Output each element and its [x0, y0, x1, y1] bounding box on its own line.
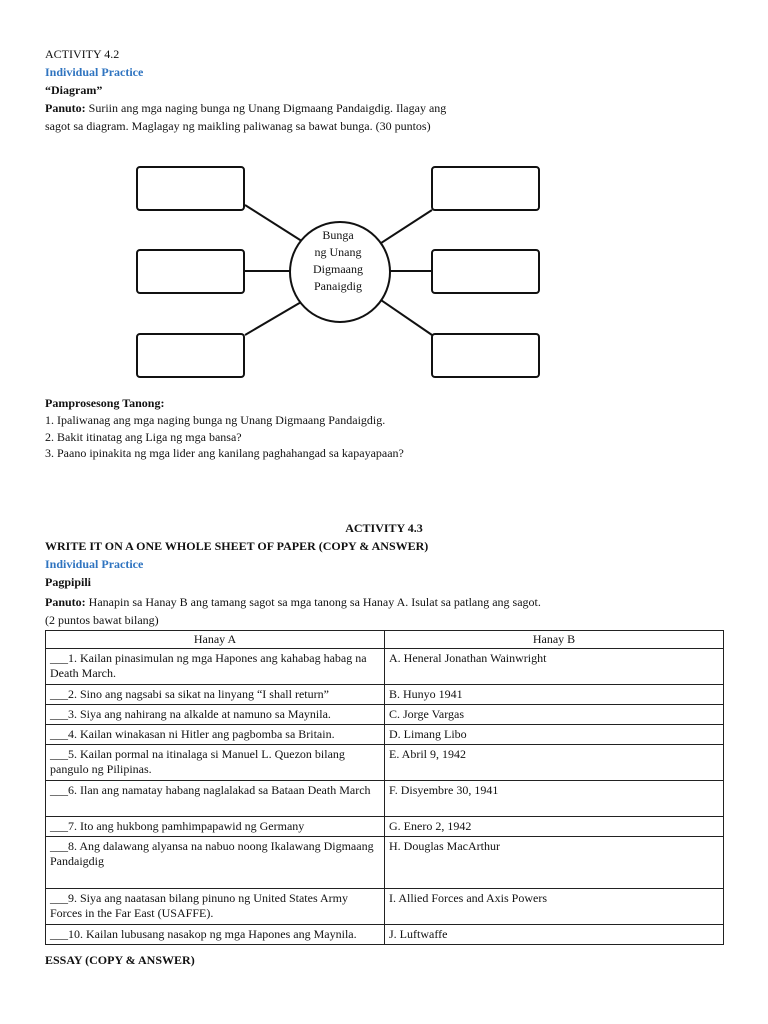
- activity-43-instruction: WRITE IT ON A ONE WHOLE SHEET OF PAPER (COPY & ANSWER): [45, 539, 429, 553]
- panuto-43-line: [45, 594, 541, 610]
- hanay-b-cell: I. Allied Forces and Axis Powers: [385, 889, 724, 925]
- hanay-a-cell: ___9. Siya ang naatasan bilang pinuno ng United States Army Forces in the Far East (USAFFE).: [46, 889, 385, 925]
- panuto-label: Panuto:: [45, 101, 86, 115]
- hanay-a-cell: ___8. Ang dalawang alyansa na nabuo noong Ikalawang Digmaang Pandaigdig: [46, 837, 385, 889]
- matching-table: [45, 630, 724, 945]
- header-hanay-b: Hanay B: [385, 631, 724, 649]
- table-row: [46, 837, 724, 889]
- table-row: [46, 889, 724, 925]
- connector-bottom-right: [378, 298, 432, 335]
- hanay-a-cell: ___10. Kailan lubusang nasakop ng mga Hapones ang Maynila.: [46, 925, 385, 945]
- hanay-b-cell: D. Limang Libo: [385, 725, 724, 745]
- answer-box-mid-right: [432, 250, 539, 293]
- table-row: [46, 685, 724, 705]
- diagram-heading: “Diagram”: [45, 83, 103, 97]
- panuto-line-2: sagot sa diagram. Maglagay ng maikling paliwanag sa bawat bunga. (30 puntos): [45, 119, 431, 133]
- center-text-line-1: Bunga: [322, 228, 354, 242]
- hanay-a-cell: ___1. Kailan pinasimulan ng mga Hapones ang kahabag habag na Death March.: [46, 649, 385, 685]
- connector-top-right: [378, 210, 432, 245]
- questions-heading: Pamprosesong Tanong:: [45, 396, 165, 410]
- hanay-b-cell: E. Abril 9, 1942: [385, 745, 724, 781]
- bunga-diagram: [120, 150, 550, 390]
- points-note: (2 puntos bawat bilang): [45, 613, 159, 627]
- pagpipili-heading: Pagpipili: [45, 575, 92, 589]
- activity-43-subtitle: Individual Practice: [45, 557, 144, 571]
- hanay-b-cell: H. Douglas MacArthur: [385, 837, 724, 889]
- hanay-a-cell: ___5. Kailan pormal na itinalaga si Manuel L. Quezon bilang pangulo ng Pilipinas.: [46, 745, 385, 781]
- hanay-a-cell: ___2. Sino ang nagsabi sa sikat na linyang “I shall return”: [46, 685, 385, 705]
- hanay-b-cell: C. Jorge Vargas: [385, 705, 724, 725]
- hanay-b-cell: A. Heneral Jonathan Wainwright: [385, 649, 724, 685]
- table-row: [46, 705, 724, 725]
- table-row: [46, 925, 724, 945]
- center-text-line-3: Digmaang: [313, 262, 363, 276]
- table-row: [46, 781, 724, 817]
- hanay-b-cell: F. Disyembre 30, 1941: [385, 781, 724, 817]
- hanay-b-cell: G. Enero 2, 1942: [385, 817, 724, 837]
- center-text-line-2: ng Unang: [314, 245, 362, 259]
- table-row: [46, 745, 724, 781]
- answer-box-top-left: [137, 167, 244, 210]
- table-row: [46, 817, 724, 837]
- answer-box-top-right: [432, 167, 539, 210]
- panuto-text-1: Suriin ang mga naging bunga ng Unang Digmaang Pandaigdig. Ilagay ang: [85, 101, 447, 115]
- connector-top-left: [245, 205, 308, 245]
- hanay-a-cell: ___3. Siya ang nahirang na alkalde at namuno sa Maynila.: [46, 705, 385, 725]
- panuto-line-1: [45, 100, 446, 116]
- question-1: 1. Ipaliwanag ang mga naging bunga ng Unang Digmaang Pandaigdig.: [45, 413, 386, 427]
- activity-42-title: ACTIVITY 4.2: [45, 47, 120, 61]
- hanay-b-cell: B. Hunyo 1941: [385, 685, 724, 705]
- center-text-line-4: Panaigdig: [314, 279, 362, 293]
- panuto-43-label: Panuto:: [45, 595, 86, 609]
- answer-box-mid-left: [137, 250, 244, 293]
- answer-box-bottom-left: [137, 334, 244, 377]
- header-hanay-a: Hanay A: [46, 631, 385, 649]
- hanay-a-cell: ___4. Kailan winakasan ni Hitler ang pagbomba sa Britain.: [46, 725, 385, 745]
- hanay-a-cell: ___6. Ilan ang namatay habang naglalakad sa Bataan Death March: [46, 781, 385, 817]
- table-header-row: [46, 631, 724, 649]
- panuto-43-text: Hanapin sa Hanay B ang tamang sagot sa mga tanong sa Hanay A. Isulat sa patlang ang sagot.: [85, 595, 541, 609]
- answer-box-bottom-right: [432, 334, 539, 377]
- question-3: 3. Paano ipinakita ng mga lider ang kanilang paghahangad sa kapayapaan?: [45, 446, 404, 460]
- question-2: 2. Bakit itinatag ang Liga ng mga bansa?: [45, 430, 242, 444]
- activity-43-title: ACTIVITY 4.3: [345, 521, 423, 535]
- activity-42-subtitle: Individual Practice: [45, 65, 144, 79]
- table-row: [46, 725, 724, 745]
- table-row: [46, 649, 724, 685]
- essay-heading: ESSAY (COPY & ANSWER): [45, 953, 195, 967]
- connector-bottom-left: [245, 298, 308, 335]
- hanay-a-cell: ___7. Ito ang hukbong pamhimpapawid ng Germany: [46, 817, 385, 837]
- hanay-b-cell: J. Luftwaffe: [385, 925, 724, 945]
